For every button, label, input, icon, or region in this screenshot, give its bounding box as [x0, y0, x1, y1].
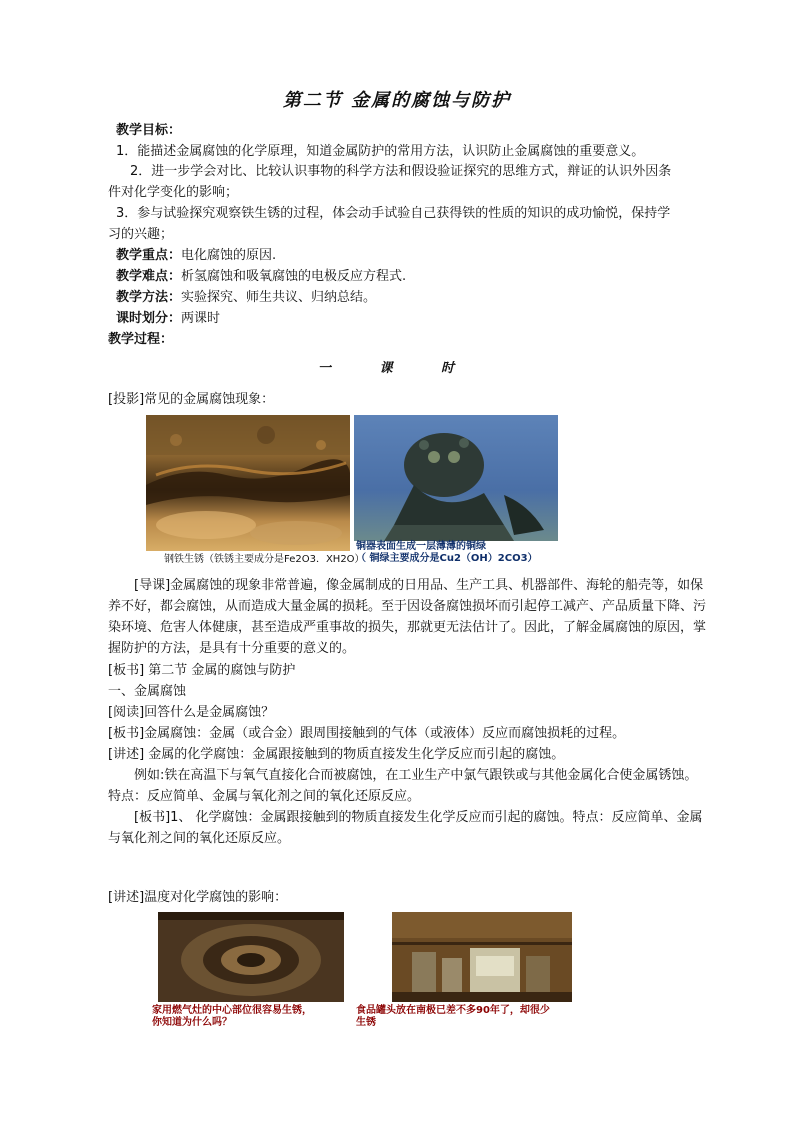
- section-title: 第二节 金属的腐蚀与防护: [282, 90, 512, 111]
- caption-cans-line2: 生锈: [356, 1017, 376, 1028]
- gas-stove-image: [158, 912, 344, 1002]
- difficulty-text: 析氢腐蚀和吸氧腐蚀的电极反应方程式.: [181, 269, 407, 284]
- caption-stove-line2: 你知道为什么吗？: [152, 1017, 232, 1028]
- bronze-lion-image: [354, 415, 558, 541]
- process-heading: 教学过程：: [108, 332, 174, 347]
- method-label: 教学方法：: [116, 290, 182, 305]
- board-note-1: [板书] 第二节 金属的腐蚀与防护: [108, 663, 296, 678]
- goals-heading: 教学目标：: [116, 123, 182, 138]
- board-note-1b: 一、金属腐蚀: [108, 684, 187, 699]
- reading-note: [阅读]回答什么是金属腐蚀？: [108, 705, 275, 720]
- board-note-3: [板书]1、 化学腐蚀：金属跟接触到的物质直接发生化学反应而引起的腐蚀。特点：反应简单、金属与氧化剂之间的氧化还原反应。: [108, 810, 703, 846]
- difficulty-label: 教学难点：: [116, 269, 182, 284]
- difficulty: [116, 266, 716, 287]
- gas-stove-illustration: [158, 912, 344, 1002]
- goal-2-line1: 2．进一步学会对比、比较认识事物的科学方法和假设验证探究的思维方式，辩证的认识外因条: [130, 164, 672, 179]
- caption-cans-line1: 食品罐头放在南极已差不多90年了，却很少: [356, 1005, 550, 1016]
- lecture-note-1: [讲述] 金属的化学腐蚀：金属跟接触到的物质直接发生化学反应而引起的腐蚀。: [108, 747, 565, 762]
- teaching-method: [116, 287, 716, 308]
- goal-1: 1．能描述金属腐蚀的化学原理，知道金属防护的常用方法，认识防止金属腐蚀的重要意义。: [116, 144, 645, 159]
- class-hours: [116, 308, 716, 329]
- lecture-note-2: [讲述]温度对化学腐蚀的影响：: [108, 890, 288, 905]
- projection-note: [投影]常见的金属腐蚀现象：: [108, 392, 275, 407]
- rusted-steel-illustration: [146, 415, 350, 551]
- method-text: 实验探究、师生共议、归纳总结。: [181, 290, 377, 305]
- key-points-label: 教学重点：: [116, 248, 182, 263]
- intro-paragraph: [导课]金属腐蚀的现象非常普遍，像金属制成的日用品、生产工具、机器部件、海轮的船壳等，如保养不好，都会腐蚀，从而造成大量金属的损耗。至于因设备腐蚀损坏而引起停工减产、产品质量下降、污染环境、危害人体健康，甚至造成严重事故的损失，那就更无法估计了。因此，了解金属腐蚀的原因，掌握防护的方法，是具有十分重要的意义的。: [108, 578, 707, 656]
- food-cans-image: [392, 912, 572, 1002]
- food-cans-illustration: [392, 912, 572, 1002]
- key-points: [116, 245, 716, 266]
- goal-3-line2: 习的兴趣；: [108, 227, 174, 242]
- caption-stove-line1: 家用燃气灶的中心部位很容易生锈，: [152, 1005, 312, 1016]
- bronze-lion-illustration: [354, 415, 558, 541]
- goal-2-line2: 件对化学变化的影响；: [108, 185, 239, 200]
- hours-text: 两课时: [181, 311, 221, 326]
- caption-copper-line2: （ 铜绿主要成分是Cu2（OH）2CO3）: [356, 553, 538, 564]
- caption-rust: 钢铁生锈（铁锈主要成分是Fe2O3．XH2O）: [164, 554, 365, 565]
- lesson-heading: 一 课 时: [317, 361, 477, 376]
- key-points-text: 电化腐蚀的原因.: [181, 248, 277, 263]
- rusted-steel-image: [146, 415, 350, 551]
- example-paragraph: 例如:铁在高温下与氧气直接化合而被腐蚀，在工业生产中氯气跟铁或与其他金属化合使金属锈蚀。特点：反应简单、金属与氧化剂之间的氧化还原反应。: [108, 768, 698, 804]
- goal-3-line1: 3．参与试验探究观察铁生锈的过程，体会动手试验自己获得铁的性质的知识的成功愉悦，保持学: [116, 206, 671, 221]
- board-note-2: [板书]金属腐蚀：金属（或合金）跟周围接触到的气体（或液体）反应而腐蚀损耗的过程。: [108, 726, 626, 741]
- caption-copper-line1: 铜器表面生成一层薄薄的铜绿: [356, 541, 486, 552]
- hours-label: 课时划分：: [116, 311, 182, 326]
